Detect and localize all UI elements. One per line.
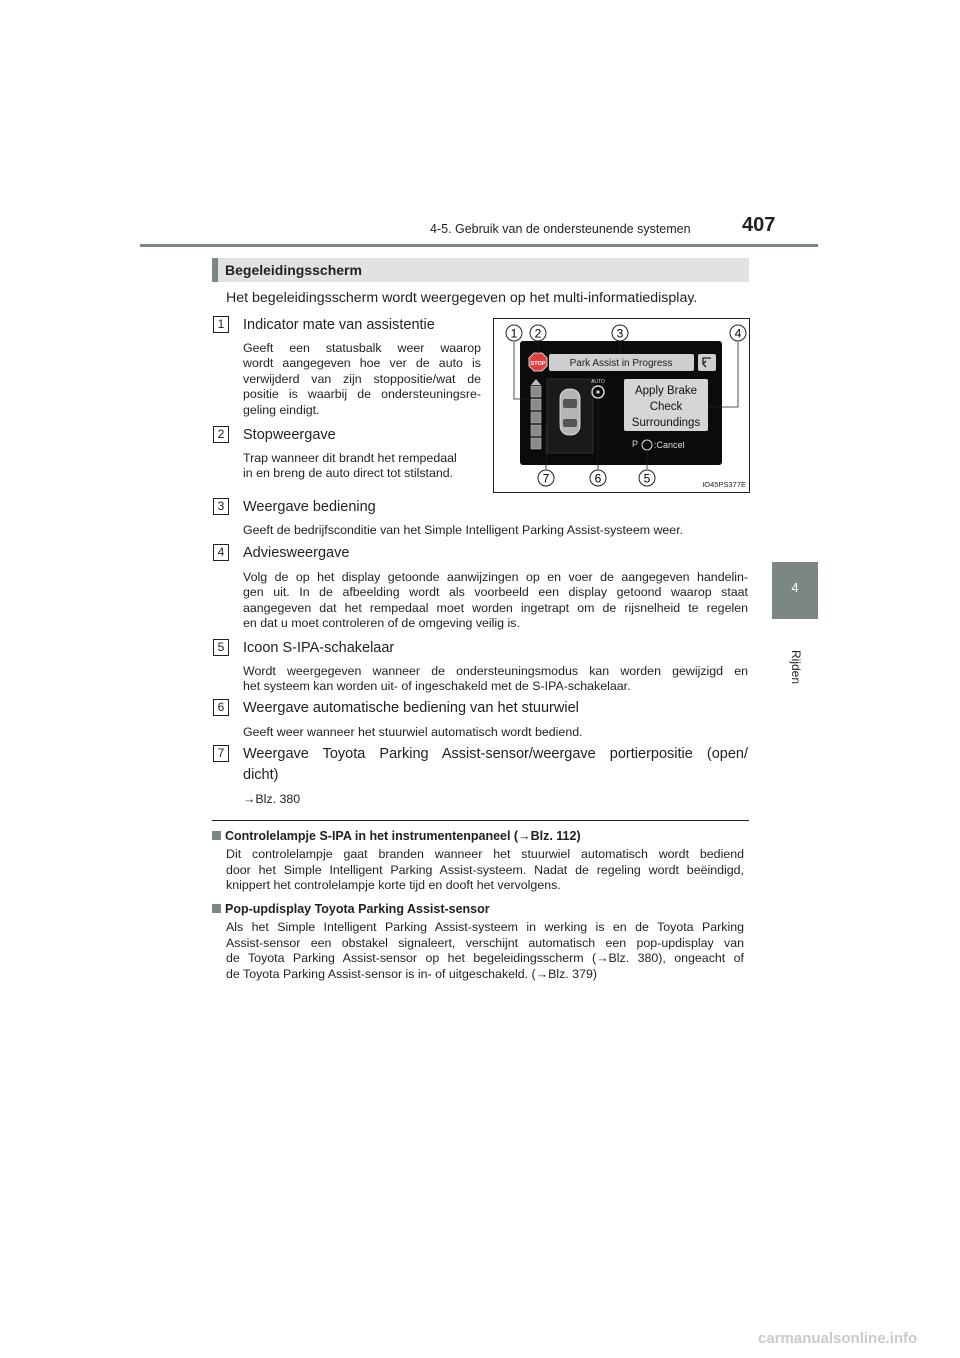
desc-line: Assist-sensor een obstakel signaleert, verschijnt automatisch een pop-updisplay van [226, 935, 744, 950]
watermark: carmanualsonline.info [758, 1330, 918, 1347]
item-title-6: Weergave automatische bediening van het stuurwiel [243, 700, 579, 716]
bullet-square-icon [212, 904, 221, 913]
desc-line: het systeem kan worden uit- of ingeschakeld met de S-IPA-schakelaar. [243, 679, 631, 694]
desc-line: de Toyota Parking Assist-sensor op het begeleidingsscherm (→Blz. 380), ongeacht of [226, 951, 744, 966]
desc-line: Wordt weergegeven wanneer de ondersteuningsmodus kan worden gewijzigd en [243, 664, 748, 678]
auto-text: AUTO [591, 379, 605, 385]
desc-line: verwijderd van zijn stoppositie/wat de [243, 371, 481, 386]
chapter-tab[interactable]: 4 [772, 562, 818, 619]
desc-line: Geeft de bedrijfsconditie van het Simple Intelligent Parking Assist-systeem weer. [243, 523, 684, 537]
note-title-text: Pop-updisplay Toyota Parking Assist-sensor [225, 902, 490, 916]
desc-line: in en breng de auto direct tot stilstand. [243, 466, 454, 481]
item-desc-4 [243, 570, 748, 632]
item-title-7-cont: dicht) [243, 767, 279, 783]
section-heading: Begeleidingsscherm [225, 262, 362, 278]
header-divider [140, 244, 818, 247]
desc-line: Trap wanneer dit brandt het rempedaal [243, 451, 457, 465]
return-icon [698, 354, 716, 371]
item-title-7: Weergave Toyota Parking Assist-sensor/weergave portierpositie (open/ [243, 746, 748, 762]
desc-line: Geeft weer wanneer het stuurwiel automatisch wordt bediend. [243, 725, 583, 739]
section-heading-bar [212, 258, 749, 282]
desc-line: knippert het controlelampje korte tijd en dooft het vervolgens. [226, 878, 561, 893]
item-number-4: 4 [213, 544, 229, 561]
desc-line: Volg de op het display getoonde aanwijzingen op en voer de aangegeven handelin- [243, 570, 748, 584]
assist-segment [531, 386, 541, 397]
callout-label: 1 [510, 326, 518, 341]
desc-line: wordt aangegeven hoe ver de auto is [243, 356, 481, 371]
item-desc-1 [243, 341, 481, 418]
item-desc-3 [243, 523, 748, 538]
item-number-3: 3 [213, 498, 229, 515]
callout-label: 5 [643, 471, 651, 486]
desc-line: Als het Simple Intelligent Parking Assist-systeem in werking is en de Toyota Parking [226, 920, 744, 934]
callout-label: 2 [534, 326, 542, 341]
item-number-2: 2 [213, 426, 229, 443]
advice-line: Apply Brake [634, 385, 698, 397]
cancel-prefix: P [632, 439, 639, 449]
desc-line: Dit controlelampje gaat branden wanneer het stuurwiel automatisch wordt bediend [226, 847, 744, 861]
item-number-7: 7 [213, 745, 229, 762]
item-title-4: Adviesweergave [243, 545, 350, 561]
desc-line: de Toyota Parking Assist-sensor is in- of uitgeschakeld. (→Blz. 379) [226, 966, 597, 981]
section-heading-accent [212, 258, 218, 282]
item-title-1: Indicator mate van assistentie [243, 317, 435, 333]
item-number-5: 5 [213, 639, 229, 656]
figure-code: IO45PS377E [702, 480, 746, 489]
desc-line: geling eindigt. [243, 402, 320, 417]
section-intro: Het begeleidingsscherm wordt weergegeven op het multi-informatiedisplay. [226, 290, 698, 306]
assist-segment [531, 399, 541, 410]
callout-label: 4 [734, 326, 742, 341]
note-desc-2 [226, 920, 744, 982]
callout-label: 6 [594, 471, 602, 486]
desc-line: aangegeven dat het rempedaal moet worden ingetrapt om de rijsnelheid te regelen [243, 600, 748, 615]
page-number: 407 [742, 214, 776, 236]
note-desc-1 [226, 847, 744, 894]
item-desc-7 [243, 792, 748, 807]
note-title-2 [212, 902, 490, 916]
desc-line: gen uit. In de afbeelding wordt als voorbeeld een display getoond waarop staat [243, 585, 748, 600]
desc-line: door het Simple Intelligent Parking Assist-systeem. Nadat de regeling wordt beëindigd, [226, 862, 744, 877]
notes-divider [212, 820, 749, 821]
advice-line: Check [649, 401, 683, 413]
item-desc-2 [243, 451, 481, 482]
figure-illustration [494, 319, 749, 492]
chapter-tab-label: Rijden [789, 650, 803, 685]
guidance-screen-figure [493, 318, 750, 493]
assist-segment [531, 438, 541, 449]
callout-label: 7 [542, 471, 550, 486]
item-number-1: 1 [213, 316, 229, 333]
cancel-text: :Cancel [654, 440, 685, 450]
item-number-6: 6 [213, 699, 229, 716]
status-text: Park Assist in Progress [569, 358, 673, 369]
note-title-1 [212, 829, 581, 843]
car-icon [560, 389, 580, 435]
item-title-2: Stopweergave [243, 427, 336, 443]
desc-line: en dat u moet controleren of de omgeving veilig is. [243, 616, 520, 631]
item-desc-5 [243, 664, 748, 695]
page-reference-link[interactable]: →Blz. 380 [243, 792, 301, 806]
desc-line: Geeft een statusbalk weer waarop [243, 341, 481, 355]
header-section-title: 4-5. Gebruik van de ondersteunende systemen [430, 222, 691, 236]
desc-line: positie is waarbij de ondersteuningsre- [243, 387, 481, 402]
advice-line: Surroundings [631, 417, 701, 429]
note-title-text: Controlelampje S-IPA in het instrumentenpaneel (→Blz. 112) [225, 829, 581, 843]
callout-label: 3 [616, 326, 624, 341]
assist-segment [531, 425, 541, 436]
bullet-square-icon [212, 831, 221, 840]
stop-text: STOP [530, 361, 546, 367]
item-title-3: Weergave bediening [243, 499, 376, 515]
assist-segment [531, 412, 541, 423]
item-desc-6 [243, 725, 748, 740]
item-title-5: Icoon S-IPA-schakelaar [243, 640, 395, 656]
